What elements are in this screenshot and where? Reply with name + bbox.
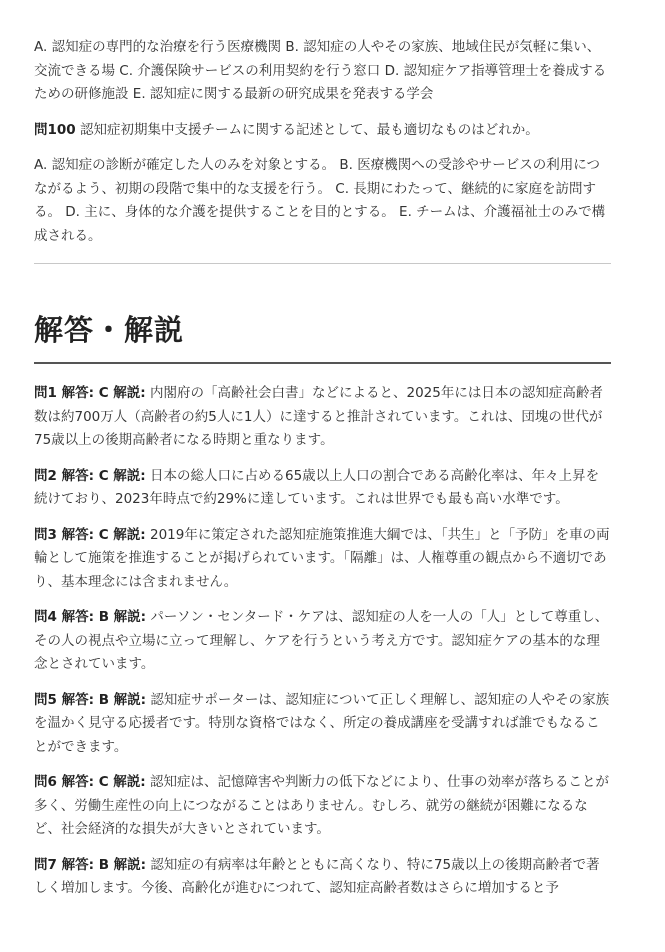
answer-label: 問3 解答: C 解説: xyxy=(34,526,146,543)
answer-text: 認知症サポーターは、認知症について正しく理解し、認知症の人やその家族を温かく見守る応援者です。特別な資格ではなく、所定の養成講座を受講すれば誰でもなることができます。 xyxy=(34,691,610,755)
q100-options: A. 認知症の診断が確定した人のみを対象とする。 B. 医療機関への受診やサービスの利用につながるよう、初期の段階で集中的な支援を行う。 C. 長期にわたって、継続的に家庭を訪問する。 D. 主に、身体的な介護を提供することを目的とする。 E. チームは、介護福祉士のみで構成される。 xyxy=(34,157,606,244)
answer-text: 認知症は、記憶障害や判断力の低下などにより、仕事の効率が落ちることが多く、労働生産性の向上につながることはありません。むしろ、就労の継続が困難になるなど、社会経済的な損失が大きいとされています。 xyxy=(34,774,609,837)
answer-4 xyxy=(34,606,611,677)
q99-options: A. 認知症の専門的な治療を行う医療機関 B. 認知症の人やその家族、地域住民が気軽に集い、交流できる場 C. 介護保険サービスの利用契約を行う窓口 D. 認知症ケア指導管理士を養成するための研修施設 E. 認知症に関する最新の研究成果を発表する学会 xyxy=(34,39,607,102)
question-100 xyxy=(34,119,611,143)
section-divider xyxy=(34,263,611,264)
answer-1 xyxy=(34,382,611,453)
answer-label: 問6 解答: C 解説: xyxy=(34,774,146,790)
answer-text: 2019年に策定された認知症施策推進大綱では、「共生」と「予防」を車の両輪として施策を推進することが掲げられています。「隔離」は、人権尊重の観点から不適切であり、基本理念には含まれません。 xyxy=(34,526,610,590)
answer-text: パーソン・センタード・ケアは、認知症の人を一人の「人」として尊重し、その人の視点や立場に立って理解し、ケアを行うという考え方です。認知症ケアの基本的な理念とされています。 xyxy=(34,609,609,672)
answer-7 xyxy=(34,854,611,901)
answer-text: 日本の総人口に占める65歳以上人口の割合である高齢化率は、年々上昇を続けており、2023年時点で約29%に達しています。これは世界でも最も高い水準です。 xyxy=(34,467,600,507)
answer-label: 問2 解答: C 解説: xyxy=(34,467,146,484)
question-100-text: 認知症初期集中支援チームに関する記述として、最も適切なものはどれか。 xyxy=(79,121,539,138)
answer-label: 問4 解答: B 解説: xyxy=(34,609,147,625)
answers-list xyxy=(34,382,611,901)
answer-text: 認知症の有病率は年齢とともに高くなり、特に75歳以上の後期高齢者で著しく増加します。今後、高齢化が進むにつれて、認知症高齢者数はさらに増加すると予 xyxy=(34,856,600,896)
answer-label: 問1 解答: C 解説: xyxy=(34,385,146,401)
answer-label: 問7 解答: B 解説: xyxy=(34,856,147,873)
answer-text: 内閣府の「高齢社会白書」などによると、2025年には日本の認知症高齢者数は約700万人（高齢者の約5人に1人）に達すると推計されています。これは、団塊の世代が75歳以上の後期高齢者になる時期と重なります。 xyxy=(34,385,603,448)
answer-2 xyxy=(34,465,611,512)
question-100-label: 問100 xyxy=(34,121,76,138)
answer-3 xyxy=(34,524,611,595)
section-title: 解答・解説 xyxy=(34,310,611,364)
answer-6 xyxy=(34,771,611,842)
answer-5 xyxy=(34,689,611,760)
answer-label: 問5 解答: B 解説: xyxy=(34,691,147,708)
